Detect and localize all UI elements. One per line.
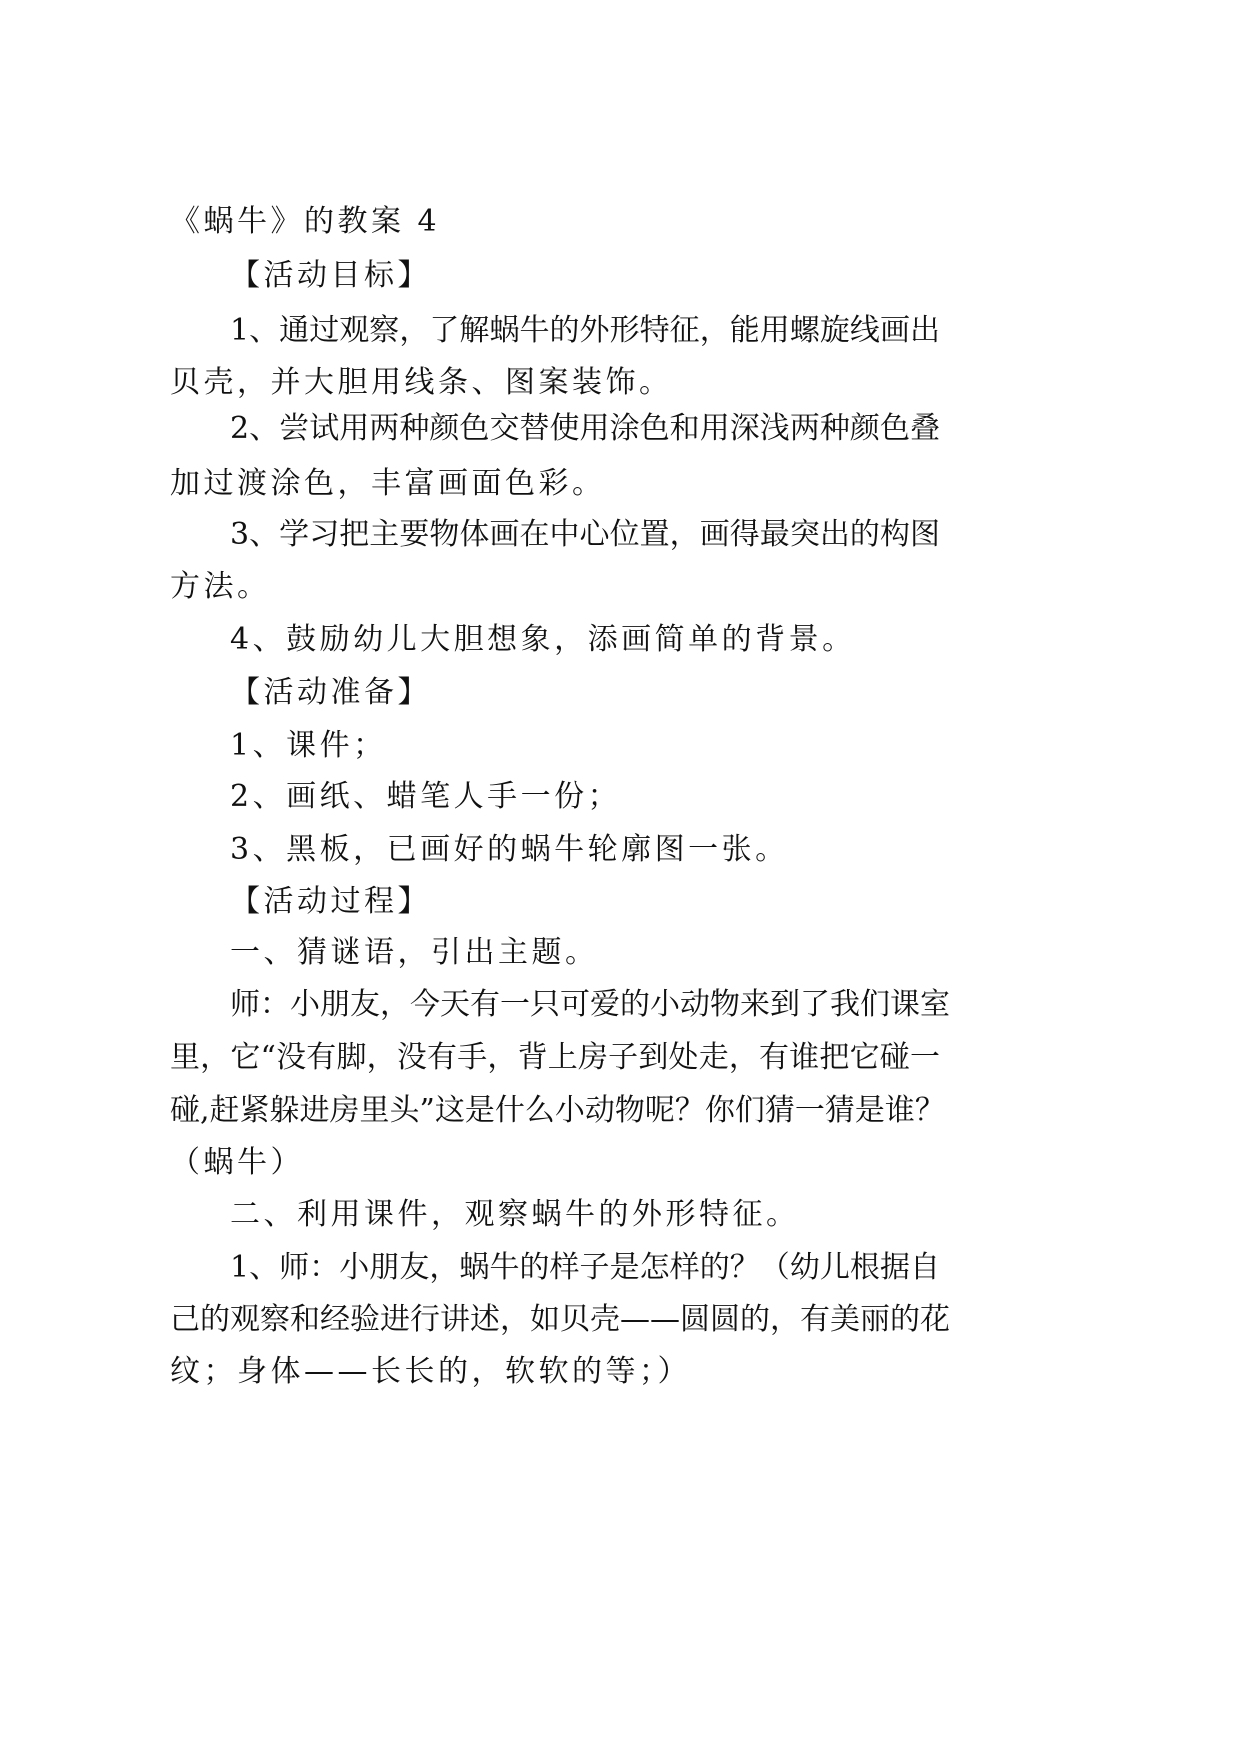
step-2: 二、利用课件，观察蜗牛的外形特征。 <box>230 1197 800 1232</box>
goal-1-line-2: 贝壳，并大胆用线条、图案装饰。 <box>170 365 673 400</box>
goal-3-line-2: 方法。 <box>170 569 271 604</box>
goal-2-line-2: 加过渡涂色，丰富画面色彩。 <box>170 466 606 501</box>
goal-3-line-1: 3、学习把主要物体画在中心位置，画得最突出的构图 <box>230 517 940 552</box>
goals-heading: 【活动目标】 <box>230 258 431 293</box>
teacher-1-line-4: （蜗牛） <box>170 1145 304 1180</box>
question-1-line-2: 己的观察和经验进行讲述，如贝壳——圆圆的，有美丽的花 <box>170 1302 950 1337</box>
goal-2-line-1: 2、尝试用两种颜色交替使用涂色和用深浅两种颜色叠 <box>230 411 940 446</box>
goal-4: 4、鼓励幼儿大胆想象，添画简单的背景。 <box>230 622 856 657</box>
process-heading: 【活动过程】 <box>230 884 431 919</box>
prep-1: 1、课件； <box>230 728 387 763</box>
goal-1-line-1: 1、通过观察，了解蜗牛的外形特征，能用螺旋线画出 <box>230 313 940 348</box>
teacher-1-line-2: 里，它“没有脚，没有手，背上房子到处走，有谁把它碰一 <box>170 1040 940 1075</box>
prep-2: 2、画纸、蜡笔人手一份； <box>230 779 622 814</box>
question-1-line-1: 1、师：小朋友，蜗牛的样子是怎样的？（幼儿根据自 <box>230 1250 940 1285</box>
prep-heading: 【活动准备】 <box>230 675 431 710</box>
teacher-1-line-3: 碰,赶紧躲进房里头”这是什么小动物呢？你们猜一猜是谁？ <box>170 1093 945 1128</box>
step-1: 一、猜谜语，引出主题。 <box>230 935 599 970</box>
prep-3: 3、黑板，已画好的蜗牛轮廓图一张。 <box>230 832 789 867</box>
question-1-line-3: 纹；身体——长长的，软软的等；） <box>170 1354 691 1389</box>
document-title: 《蜗牛》的教案 4 <box>170 204 441 239</box>
teacher-1-line-1: 师：小朋友，今天有一只可爱的小动物来到了我们课室 <box>230 987 950 1022</box>
